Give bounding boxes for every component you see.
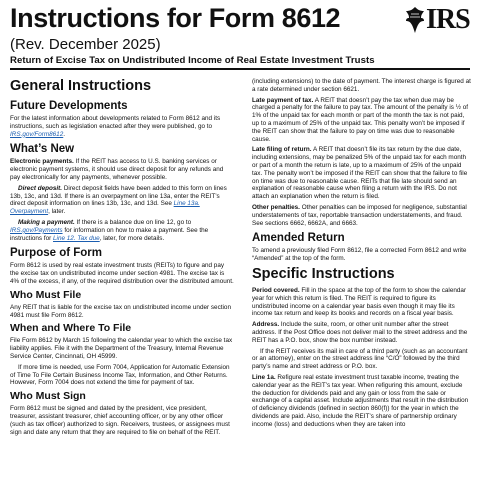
- amended-return-text: To amend a previously filed Form 8612, file a corrected Form 8612 and write “Amended” at the top of the form.: [252, 247, 467, 263]
- revision-date: (Rev. December 2025): [10, 36, 161, 53]
- electronic-label: Electronic payments.: [10, 158, 74, 166]
- header-rule: [10, 68, 470, 70]
- address-label: Address.: [252, 321, 280, 329]
- electronic-text: If the REIT has access to U.S. banking services or electronic payment systems, it should use direct deposit for any refunds and pay electronically for any payments, whenever possible.: [10, 158, 224, 181]
- line-1a-text: Refigure real estate investment trust taxable income, treating the calendar year as the REIT’s tax year. When refiguring this amount, exclude the deduction for dividends paid and any gain or loss from the sale or exchange of a capital asset. Include adjustments that result in the distribution of deficiency dividends (defined in section 860(f)) for the year in which the dividends are paid. Also, include the REIT’s share of partnership ordinary income (loss) and deductions when they are taken into: [252, 373, 469, 428]
- future-text: For the latest information about developments related to Form 8612 and its instructions, such as legislation enacted after they were published, go to: [10, 115, 221, 130]
- late-payment-para: [252, 97, 472, 144]
- making-text-1: If there is a balance due on line 12, go to: [76, 218, 192, 226]
- whats-new-heading: What’s New: [10, 143, 75, 156]
- future-developments-text: For the latest information about developments related to Form 8612 and its instructions, such as legislation enacted after they were published, go to IRS.gov/Form8612.: [10, 115, 221, 138]
- direct-label: Direct deposit.: [18, 184, 63, 192]
- form8612-link[interactable]: IRS.gov/Form8612: [10, 130, 64, 138]
- form-title: Instructions for Form 8612: [10, 3, 341, 33]
- amended-return-heading: Amended Return: [252, 232, 345, 245]
- making-payment-para: [10, 219, 234, 242]
- late-filing-label: Late filing of return.: [252, 146, 312, 154]
- line-1a-label: Line 1a.: [252, 373, 276, 381]
- left-column: [10, 76, 234, 439]
- making-text-2: for information on how to make a payment. See the instructions for: [10, 226, 209, 242]
- general-instructions-heading: General Instructions: [10, 78, 152, 94]
- purpose-heading: Purpose of Form: [10, 247, 103, 260]
- tax-due-link[interactable]: Line 12. Tax due: [53, 234, 100, 242]
- address-text: Include the suite, room, or other unit number after the street address. If the Post Office does not deliver mail to the street address and the REIT has a P.O. box, show the box number instead.: [252, 321, 468, 344]
- period-label: Period covered.: [252, 286, 300, 294]
- logo-text: IRS: [426, 4, 470, 35]
- when-where-text-2: If more time is needed, use Form 7004, Application for Automatic Extension of Time To File Certain Business Income Tax, Information, and Other Returns. However, Form 7004 does not extend the time for payment of tax.: [10, 363, 230, 387]
- direct-text-2: , later.: [48, 208, 66, 216]
- continued-text: (including extensions) to the date of payment. The interest charge is figured at a rate determined under section 6621.: [252, 78, 471, 93]
- other-penalties-text: Other penalties can be imposed for negligence, substantial understatements of tax, reportable transaction understatements, and fraud. See sections 6662, 6662A, and 6663.: [252, 203, 467, 227]
- direct-text-1: Direct deposit fields have been added to this form on lines 13b, 13c, and 13d. If there is an overpayment on line 13a, enter the REIT’s direct deposit information on lines 13b, 13c, and 13d. See: [10, 184, 227, 208]
- line-1a-para: [252, 374, 472, 429]
- other-penalties-para: [252, 204, 472, 227]
- form-subtitle: Return of Excise Tax on Undistributed Income of Real Estate Investment Trusts: [10, 55, 375, 66]
- who-must-sign-heading: Who Must Sign: [10, 390, 86, 403]
- future-developments-heading: Future Developments: [10, 100, 128, 112]
- late-payment-label: Late payment of tax.: [252, 96, 314, 104]
- payments-link[interactable]: IRS.gov/Payments: [10, 226, 63, 234]
- making-label: Making a payment.: [18, 218, 75, 226]
- when-where-heading: When and Where To File: [10, 322, 132, 335]
- purpose-text: Form 8612 is used by real estate investment trusts (REITs) to figure and pay the excise tax on undistributed income under section 4981. The excise tax is 4% of the excess, if any, of the required distribution over the distributed amount.: [10, 262, 234, 285]
- electronic-payments-para: [10, 158, 234, 181]
- who-must-file-text: Any REIT that is liable for the excise tax on undistributed income under section 4981 must file Form 8612.: [10, 303, 231, 319]
- who-must-file-heading: Who Must File: [10, 288, 82, 301]
- specific-instructions-heading: Specific Instructions: [252, 265, 395, 282]
- irs-eagle-logo-icon: [404, 5, 426, 35]
- right-column: [252, 78, 472, 431]
- direct-deposit-para: [10, 185, 234, 216]
- period-covered-para: [252, 287, 472, 318]
- late-payment-text: A REIT that doesn’t pay the tax when due may be charged a penalty for the failure to pay tax. The amount of the penalty is ½ of 1% of the unpaid tax for each month or part of the month the tax is not paid, up to a maximum of 25% of the unpaid tax. This penalty won’t be imposed if the REIT can show that the failure to pay on time was due to reasonable cause.: [252, 96, 469, 143]
- making-text-3: , later, for more details.: [99, 234, 165, 242]
- when-where-text: File Form 8612 by March 15 following the calendar year to which the excise tax liability applies. File it with the Department of the Treasury, Internal Revenue Service Center, Cincinnati, OH 45999.: [10, 337, 233, 360]
- address-text-2: If the REIT receives its mail in care of a third party (such as an accountant or an attorney), enter on the street address line “C/O” followed by the third party’s name and street address or P.O. box.: [252, 347, 468, 371]
- period-text: Fill in the space at the top of the form to show the calendar year for which this return is filed. The REIT is required to figure its undistributed income on a calendar year basis even though it may file its income tax return and keep its books and records on a fiscal year basis.: [252, 286, 467, 318]
- late-filing-para: [252, 146, 472, 201]
- other-penalties-label: Other penalties.: [252, 203, 300, 211]
- irs-logo: [404, 5, 470, 35]
- who-must-sign-text: Form 8612 must be signed and dated by the president, vice president, treasurer, assistant treasurer, chief accounting officer, or by any other officer (such as tax officer) authorized to sign. Receivers, trustees, or assignees must sign and date any return that they are required to file on behalf of the REIT.: [10, 405, 230, 436]
- overpayment-link[interactable]: Line 13a. Overpayment: [10, 200, 200, 216]
- address-para: [252, 321, 472, 344]
- form-header: [0, 0, 480, 78]
- late-filing-text: A REIT that doesn’t file its tax return by the due date, including extensions, may be penalized 5% of the unpaid tax for each month or part of a month the return is late, up to a maximum of 25% of the unpaid tax. The penalty won’t be imposed if the REIT can show that the failure to file on time was due to reasonable cause. REITs that file late should send an explanation of reasonable cause when filing a return with the IRS. Do not attach an explanation when the return is filed.: [252, 146, 468, 201]
